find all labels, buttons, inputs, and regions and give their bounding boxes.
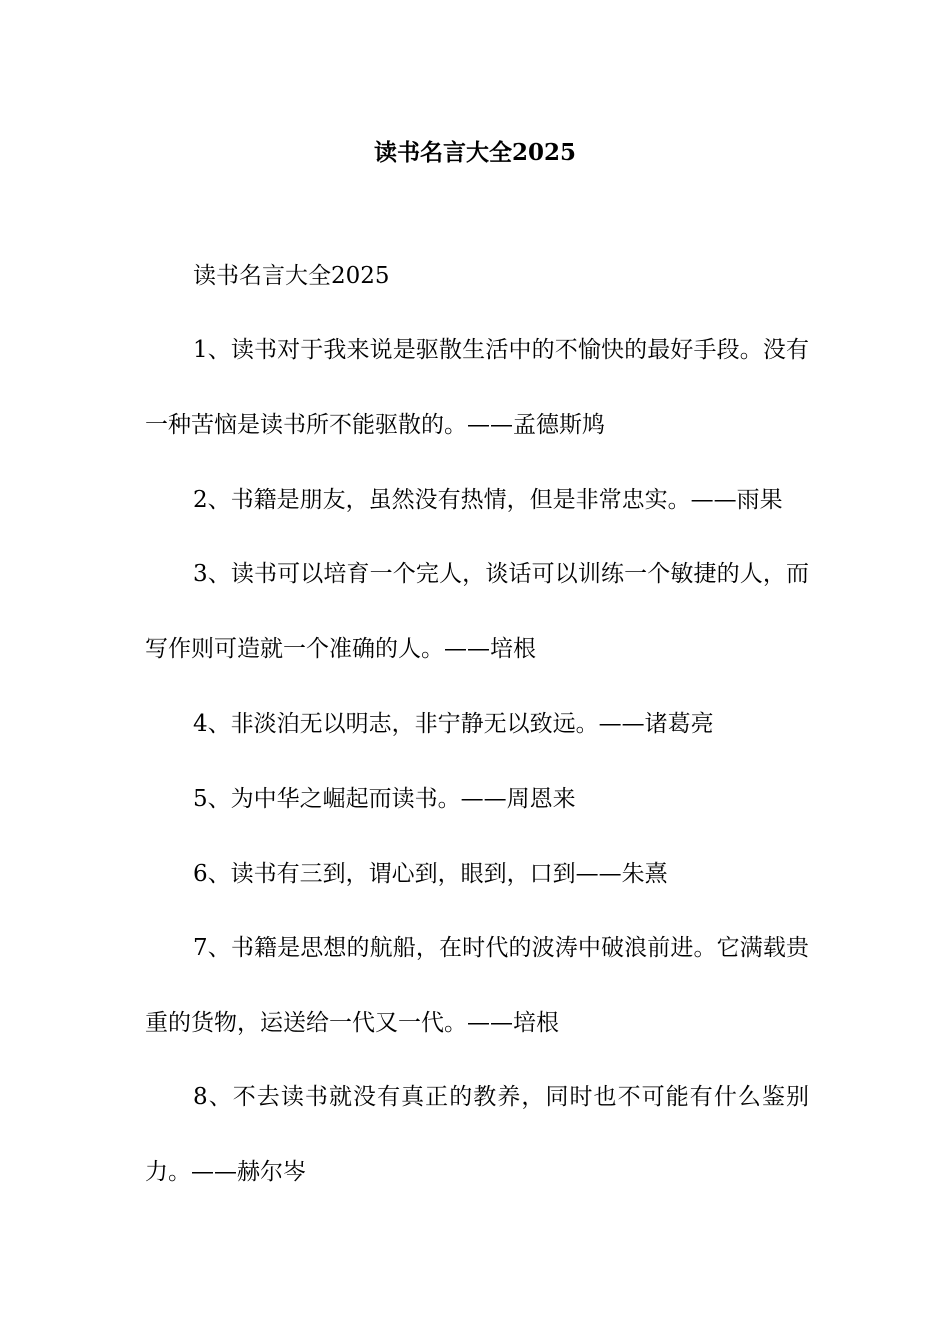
quote-5: 5、为中华之崛起而读书。——周恩来 [193,786,576,812]
quote-7: 7、书籍是思想的航船，在时代的波涛中破浪前进。它满载贵重的货物，运送给一代又一代。——培根 [145,935,809,1036]
document-body [145,257,809,1228]
quote-6: 6、读书有三到，谓心到，眼到，口到——朱熹 [193,861,668,887]
document-title: 读书名言大全2025 [373,139,576,166]
quote-2: 2、书籍是朋友，虽然没有热情，但是非常忠实。——雨果 [193,487,783,513]
quote-8: 8、不去读书就没有真正的教养，同时也不可能有什么鉴别力。——赫尔岑 [145,1084,809,1185]
quote-3: 3、读书可以培育一个完人，谈话可以训练一个敏捷的人，而写作则可造就一个准确的人。——培根 [145,561,809,662]
quote-1: 1、读书对于我来说是驱散生活中的不愉快的最好手段。没有一种苦恼是读书所不能驱散的。——孟德斯鸠 [145,337,809,438]
quote-4: 4、非淡泊无以明志，非宁静无以致远。——诸葛亮 [193,711,714,737]
document-subtitle: 读书名言大全2025 [193,263,390,289]
